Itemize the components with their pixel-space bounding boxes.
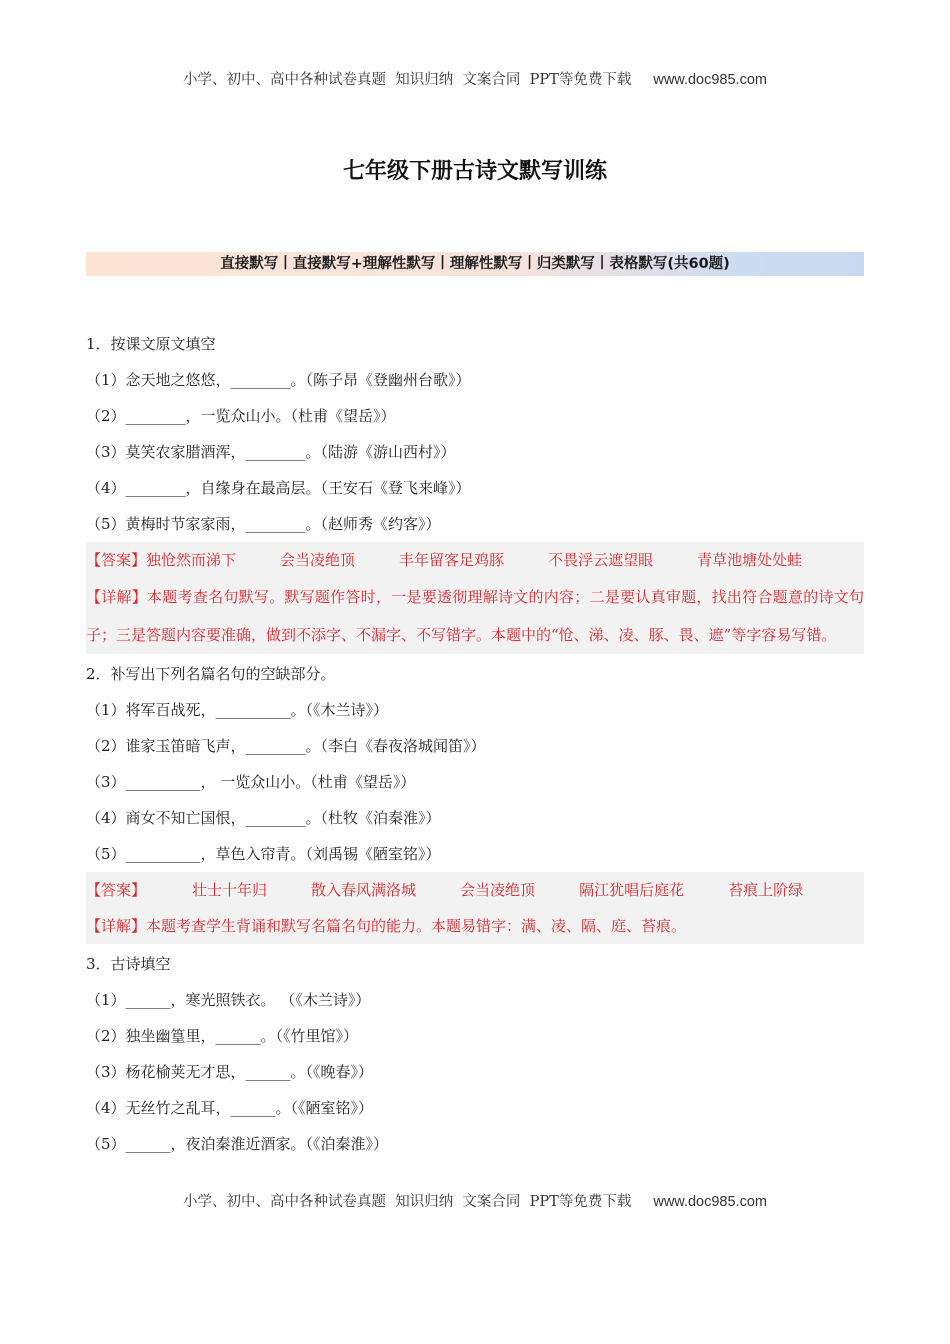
question-3-item-1: （1）______，寒光照铁衣。 （《木兰诗》） [86, 991, 371, 1009]
question-3-item-2: （2）独坐幽篁里，______。（《竹里馆》） [86, 1027, 359, 1045]
footer-text: 小学、初中、高中各种试卷真题 知识归纳 文案合同 PPT等免费下载 [183, 1194, 632, 1210]
question-1-answer-line [86, 542, 864, 578]
detail-text: 本题考查学生背诵和默写名篇名句的能力。本题易错字：满、凌、隔、庭、苔痕。 [146, 917, 687, 935]
answer-3: 丰年留客足鸡豚 [399, 551, 505, 569]
header-text: 小学、初中、高中各种试卷真题 知识归纳 文案合同 PPT等免费下载 [183, 72, 632, 88]
document-body [86, 326, 864, 1162]
answer-1: 壮士十年归 [192, 881, 268, 899]
answer-4: 隔江犹唱后庭花 [579, 881, 685, 899]
question-3-item-5: （5）______，夜泊秦淮近酒家。（《泊秦淮》） [86, 1135, 389, 1153]
question-1-item-3: （3）莫笑农家腊酒浑，________。（陆游《游山西村》） [86, 443, 456, 461]
answer-tag: 【答案】 [86, 551, 147, 569]
section-banner: 直接默写丨直接默写+理解性默写丨理解性默写丨归类默写丨表格默写(共60题) [86, 252, 864, 276]
answer-1: 独怆然而涕下 [146, 551, 237, 569]
question-2-detail [86, 908, 864, 944]
question-3-item-4: （4）无丝竹之乱耳，______。（《陋室铭》） [86, 1099, 374, 1117]
answer-2: 散入春风满洛城 [311, 881, 417, 899]
question-1-stem: 1．按课文原文填空 [86, 335, 216, 353]
question-2-answer-block [86, 872, 864, 944]
question-3-stem: 3．古诗填空 [86, 955, 171, 973]
answer-3: 会当凌绝顶 [460, 881, 536, 899]
question-1-answer-block [86, 542, 864, 654]
question-1-item-1: （1）念天地之悠悠，________。（陈子昂《登幽州台歌》） [86, 371, 471, 389]
question-1-item-2: （2）________，一览众山小。（杜甫《望岳》） [86, 407, 396, 425]
question-1-item-4: （4）________，自缘身在最高层。（王安石《登飞来峰》） [86, 479, 471, 497]
page-footer [0, 1190, 950, 1211]
answer-tag: 【答案】 [86, 881, 147, 899]
question-1-detail [86, 578, 864, 654]
question-2-item-5: （5）__________，草色入帘青。（刘禹锡《陋室铭》） [86, 845, 441, 863]
question-2-item-2: （2）谁家玉笛暗飞声，________。（李白《春夜洛城闻笛》） [86, 737, 486, 755]
question-3-item-3: （3）杨花榆荚无才思，______。（《晚春》） [86, 1063, 374, 1081]
answer-2: 会当凌绝顶 [280, 551, 356, 569]
detail-tag: 【详解】 [86, 917, 147, 935]
question-2-stem: 2．补写出下列名篇名句的空缺部分。 [86, 665, 336, 683]
header-url[interactable]: www.doc985.com [653, 72, 767, 88]
detail-tag: 【详解】 [86, 588, 148, 606]
page-title: 七年级下册古诗文默写训练 [342, 159, 607, 184]
detail-text: 本题考查名句默写。默写题作答时，一是要透彻理解诗文的内容；二是要认真审题，找出符合题意的诗文句子；三是答题内容要准确，做到不添字、不漏字、不写错字。本题中的“怆、涕、凌、豚、畏、遮”等字容易写错。 [86, 588, 864, 644]
answer-5: 青草池塘处处蛙 [697, 551, 803, 569]
question-2-answer-line [86, 872, 864, 908]
page-header [0, 68, 950, 89]
answer-5: 苔痕上阶绿 [728, 881, 804, 899]
footer-url[interactable]: www.doc985.com [653, 1194, 767, 1210]
question-1-item-5: （5）黄梅时节家家雨，________。（赵师秀《约客》） [86, 515, 441, 533]
question-2-item-1: （1）将军百战死，__________。（《木兰诗》） [86, 701, 389, 719]
question-2-item-4: （4）商女不知亡国恨，________。（杜牧《泊秦淮》） [86, 809, 441, 827]
question-2-item-3: （3）__________， 一览众山小。（杜甫《望岳》） [86, 773, 416, 791]
answer-4: 不畏浮云遮望眼 [548, 551, 654, 569]
